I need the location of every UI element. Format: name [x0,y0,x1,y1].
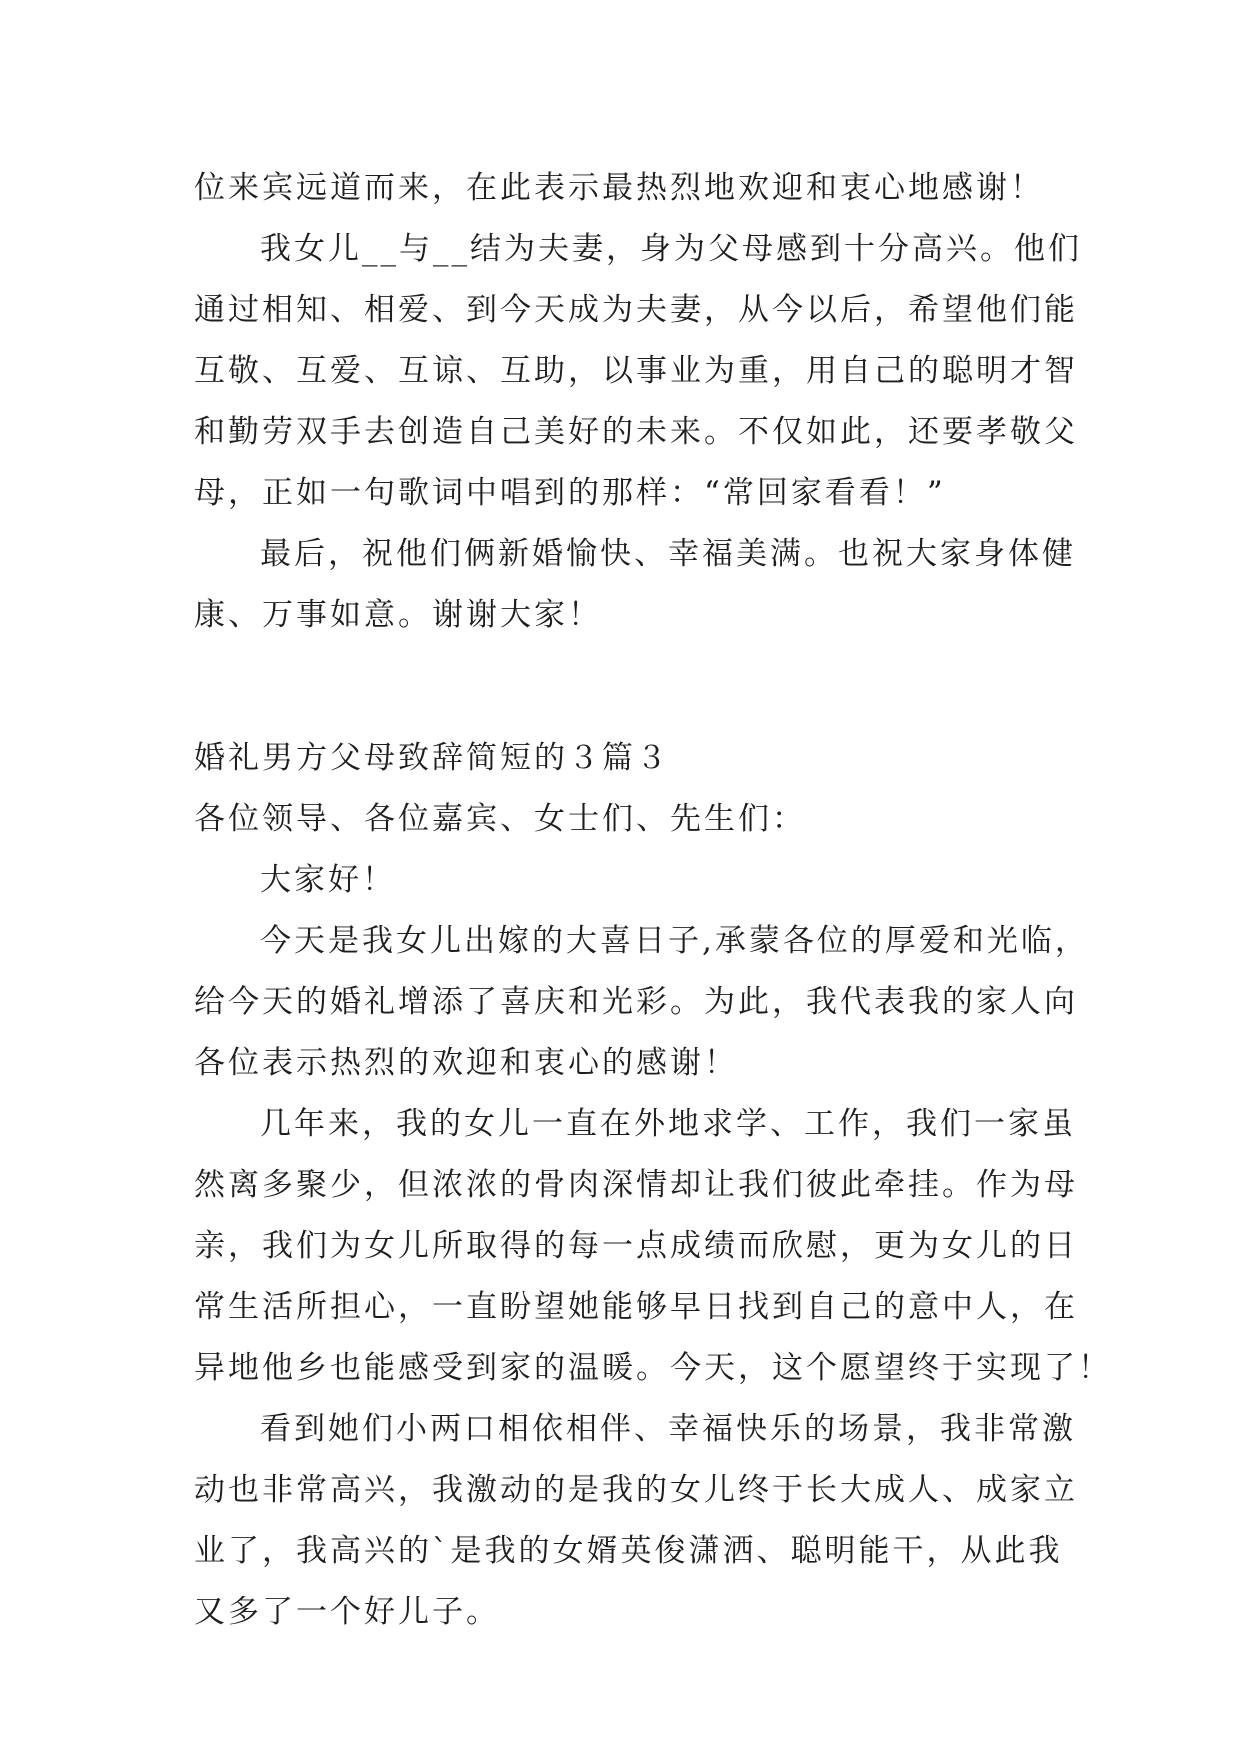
salutation-line: 各位领导、各位嘉宾、女士们、先生们： [194,801,806,837]
paragraph-line: 和勤劳双手去创造自己美好的未来。不仅如此，还要孝敬父 [194,414,1078,450]
paragraph-line: 常生活所担心，一直盼望她能够早日找到自己的意中人，在 [194,1289,1078,1325]
paragraph-line: 亲，我们为女儿所取得的每一点成绩而欣慰，更为女儿的日 [194,1228,1078,1264]
paragraph-line: 今天是我女儿出嫁的大喜日子,承蒙各位的厚爱和光临， [260,923,1089,959]
paragraph-line: 然离多聚少，但浓浓的骨肉深情却让我们彼此牵挂。作为母 [194,1167,1078,1203]
paragraph-line: 位来宾远道而来，在此表示最热烈地欢迎和衷心地感谢！ [194,170,1044,206]
paragraph-line: 母，正如一句歌词中唱到的那样：“常回家看看！” [194,475,946,511]
paragraph-line: 通过相知、相爱、到今天成为夫妻，从今以后，希望他们能 [194,292,1078,328]
paragraph-line: 又多了一个好儿子。 [194,1594,500,1630]
section-gap [194,646,1054,728]
paragraph-line: 异地他乡也能感受到家的温暖。今天，这个愿望终于实现了！ [194,1350,1112,1386]
paragraph-line: 几年来，我的女儿一直在外地求学、工作，我们一家虽 [260,1106,1076,1142]
document-body [194,158,1112,1643]
paragraph-line: 我女儿__与__结为夫妻，身为父母感到十分高兴。他们 [260,231,1082,267]
paragraph-line: 康、万事如意。谢谢大家！ [194,597,602,633]
paragraph-line: 动也非常高兴，我激动的是我的女儿终于长大成人、成家立 [194,1472,1078,1508]
section-title: 婚礼男方父母致辞简短的３篇３ [194,740,670,776]
paragraph-line: 看到她们小两口相依相伴、幸福快乐的场景，我非常激 [260,1411,1076,1447]
paragraph-line: 互敬、互爱、互谅、互助，以事业为重，用自己的聪明才智 [194,353,1078,389]
greeting-line: 大家好！ [260,862,396,898]
paragraph-line: 业了，我高兴的`是我的女婿英俊潇洒、聪明能干，从此我 [194,1533,1063,1569]
paragraph-line: 各位表示热烈的欢迎和衷心的感谢！ [194,1045,738,1081]
paragraph-line: 给今天的婚礼增添了喜庆和光彩。为此，我代表我的家人向 [194,984,1078,1020]
paragraph-line: 最后，祝他们俩新婚愉快、幸福美满。也祝大家身体健 [260,536,1076,572]
